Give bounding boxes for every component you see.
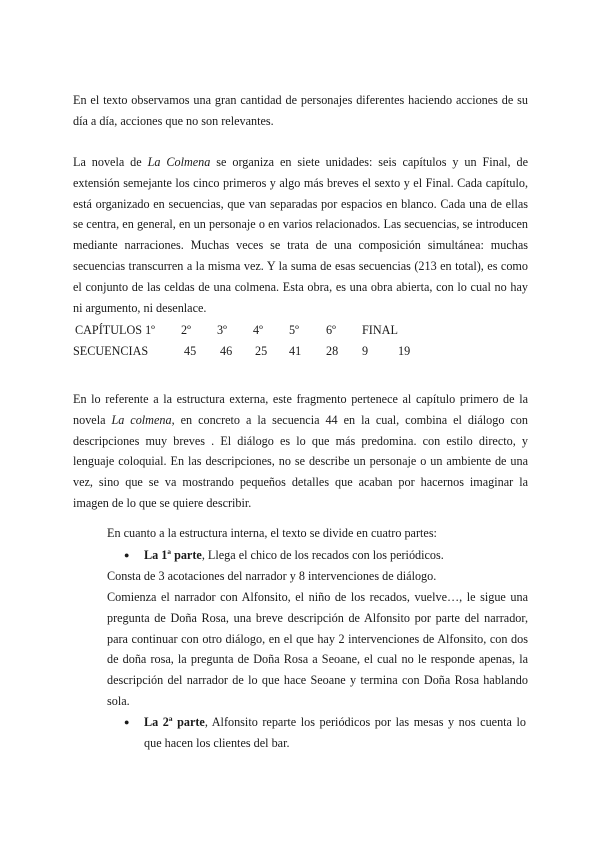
table-cell: 3º: [217, 323, 227, 337]
table-cell: SECUENCIAS: [73, 344, 149, 358]
part-label: La 2ª parte: [144, 715, 205, 729]
table-cell: 45: [184, 344, 197, 358]
paragraph-part-1-summary: Consta de 3 acotaciones del narrador y 8 intervenciones de diálogo.: [107, 569, 437, 583]
table-cell: 6º: [326, 323, 336, 337]
bullet-icon: ●: [124, 550, 130, 560]
p2-before: La novela de: [73, 155, 148, 169]
list-item-text: [144, 545, 444, 566]
part-text: , Llega el chico de los recados con los periódicos.: [201, 548, 444, 562]
paragraph-intro: En el texto observamos una gran cantidad de personajes diferentes haciendo acciones de su día a día, acciones que no son relevantes.: [73, 93, 528, 128]
table-cell: CAPÍTULOS 1º: [75, 323, 155, 337]
paragraph-structure: [73, 152, 528, 318]
table-cell: 2º: [181, 323, 191, 337]
p2-after: se organiza en siete unidades: seis capítulos y un Final, de extensión semejante los cinco primeros y algo más breves el sexto y el Final. Cada capítulo, está organizado en secuencias, que van separadas por espacios en blanco. Cada una de ellas se centra, en general, en un personaje o en varios relacionados. Las secuencias, se introducen mediante narraciones. Muchas veces se trata de una composición simultánea: muchas secuencias transcurren a la misma vez. Y la suma de esas secuencias (213 en total), es como el conjunto de las celdas de una colmena. Esta obra, es una obra abierta, con lo cual no hay ni argumento, ni desenlace.: [73, 155, 528, 315]
part-label: La 1ª parte: [144, 548, 202, 562]
p3-after: , en concreto a la secuencia 44 en la cual, combina el diálogo con descripciones muy breves . El diálogo es lo que más predomina. con estilo directo, y lenguaje coloquial. En las descripciones, no se describe un personaje o un ambiente de una vez, sino que se va mostrando pequeños detalles que acaban por hacernos imaginar la imagen de lo que se quiere describir.: [73, 412, 528, 510]
table-cell: 46: [220, 344, 233, 358]
p3-before: En lo referente a la estructura externa, este fragmento pertenece al capítulo primero de la novela: [73, 392, 528, 427]
table-cell: FINAL: [362, 323, 398, 337]
novel-title-2: La colmena: [111, 412, 172, 427]
table-cell: 25: [255, 344, 268, 358]
table-cell: 5º: [289, 323, 299, 337]
paragraph-part-1-detail: Comienza el narrador con Alfonsito, el niño de los recados, vuelve…, le sigue una pregunta de Doña Rosa, una breve descripción de Alfonsito por parte del narrador, para continuar con otro diálogo, en el que hay 2 intervenciones de Alfonsito, con dos de doña rosa, la pregunta de Doña Rosa a Seoane, el cual no le responde apenas, la descripción del narrador de lo que hace Seoane y termina con Doña Rosa hablando sola.: [107, 590, 528, 708]
table-cell: 9: [362, 344, 369, 358]
table-cell: 4º: [253, 323, 263, 337]
table-cell: 28: [326, 344, 339, 358]
novel-title: La Colmena: [147, 155, 211, 169]
internal-structure-intro: En cuanto a la estructura interna, el texto se divide en cuatro partes:: [107, 526, 437, 540]
list-item-text: [144, 712, 526, 754]
bullet-icon: ●: [124, 717, 130, 727]
part-text: , Alfonsito reparte los periódicos por las mesas y nos cuenta lo que hacen los clientes del bar.: [144, 715, 526, 750]
paragraph-external-structure: [73, 389, 528, 514]
table-cell: 41: [289, 344, 302, 358]
table-cell: 19: [398, 344, 411, 358]
